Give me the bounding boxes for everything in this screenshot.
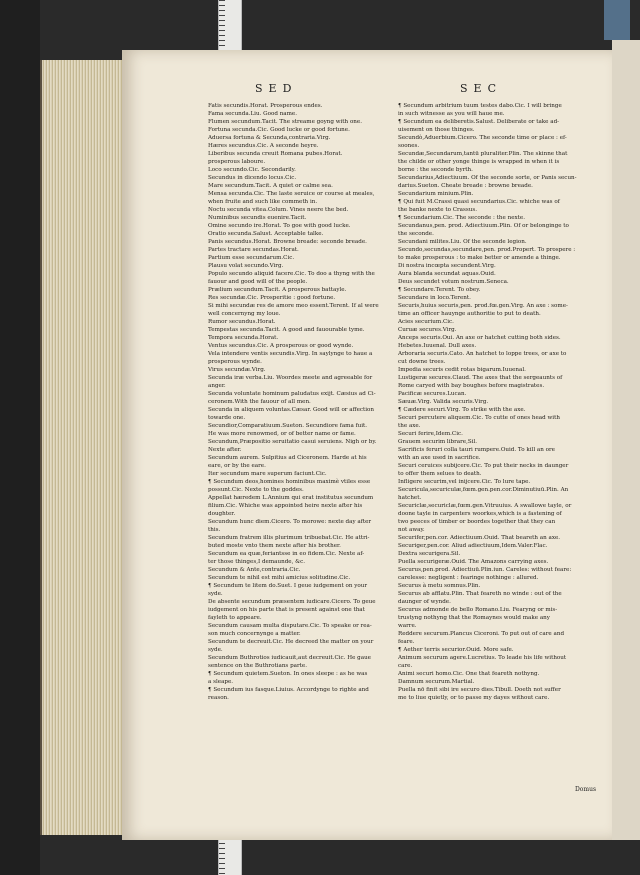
running-header-right: SEC — [460, 82, 502, 95]
dictionary-line: with an axe used in sacrifice. — [398, 455, 481, 461]
dictionary-line: Secundò,Aduerbium.Cicero. The seconde time or place : ef- — [398, 135, 567, 141]
dictionary-line: prosperous wynde. — [208, 359, 262, 365]
dictionary-line: Noctu secunda vitea.Colum. Vines neere the bed. — [208, 207, 349, 213]
dictionary-line: trustyng nothyng that the Romaynes would make any — [398, 615, 550, 621]
dictionary-line: Animum securum agere.Lucretius. To leade his life without — [398, 655, 567, 661]
dictionary-line: two peeces of timber or boordes together that they can — [398, 519, 556, 525]
dictionary-line: Puella securigeræ.Ouid. The Amazons carrying axes. — [398, 559, 549, 565]
dictionary-line: Secundum hunc diem.Cicero. To morowe: nexte day after — [208, 519, 372, 525]
dictionary-line: Nexte after. — [208, 447, 242, 453]
dictionary-line: carelesse: negligent : fearinge nothinge : allured. — [398, 575, 539, 581]
dictionary-line: time an officer hauynge authoritie to put to death. — [398, 311, 541, 317]
dictionary-line: Hæres secundus.Cic. A seconde heyre. — [208, 143, 319, 149]
dictionary-line: the axe. — [398, 423, 421, 429]
dictionary-line: Loco secundo.Cic. Secondarily. — [208, 167, 296, 173]
dictionary-line: Secundo,secundas,secundare,pen. prod.Propert. To prospere : — [398, 247, 576, 253]
dictionary-line: Lustigeræ secures.Claud. The axes that the sergeaunts of — [398, 375, 563, 381]
dictionary-line: iudgement on his parte that is present against one that — [208, 607, 365, 613]
dictionary-line: borne : the seconde byrth. — [398, 167, 473, 173]
dictionary-line: uisement on those thinges. — [398, 127, 475, 133]
dictionary-line: ¶ Cædere securi.Virg. To strike with the axe. — [398, 407, 526, 413]
dictionary-line: Tempora secunda.Horat. — [208, 335, 279, 341]
dictionary-line: when fruite and such like commeth in. — [208, 199, 318, 205]
dictionary-line: ¶ Qui fuit M.Crassi quasi secundarius.Cic. whiche was of — [398, 199, 560, 205]
dictionary-line: Aduersa fortuna & Secunda,contraria.Virg. — [208, 135, 331, 141]
dictionary-line: Securiger,pen.cor. Aliud adiectiuum,Idem.Valer.Flac. — [398, 543, 548, 549]
dictionary-line: Secundarius,Adiectiuum. Of the seconde sorte, or Panis secun- — [398, 175, 577, 181]
dictionary-line: Omine secundo ire.Horat. To goe with good lucke. — [208, 223, 351, 229]
dictionary-line: Securi percutere aliquem.Cic. To cutte of ones head with — [398, 415, 560, 421]
dictionary-line: Aura blanda secundat aquas.Ouid. — [398, 271, 496, 277]
dictionary-line: ¶ Secundum arbitrium tuum testes dabo.Cic. I will bringe — [398, 103, 562, 109]
dictionary-line: Rome caryed with bay boughes before magistrates. — [398, 383, 545, 389]
dictionary-line: Dextra securigera.Sil. — [398, 551, 461, 557]
dictionary-line: ¶ Secundum quietem.Sueton. In ones sleepe : as he was — [208, 671, 368, 677]
dictionary-line: Securus ab afflatu.Plin. That feareth no winde : out of the — [398, 591, 562, 597]
dictionary-line: Mare secundum.Tacit. A quiet or calme sea. — [208, 183, 333, 189]
dictionary-line: Pacificæ secures.Lucan. — [398, 391, 467, 397]
dictionary-line: this. — [208, 527, 221, 533]
dictionary-line: Securi ceruices subijcere.Cic. To put their necks in daunger — [398, 463, 569, 469]
dictionary-line: Liberibus secunda creuit Romana pubes.Horat. — [208, 151, 343, 157]
right-text-column — [398, 102, 594, 702]
dictionary-line: ¶ Aether terris securior.Ouid. More safe. — [398, 647, 514, 653]
dictionary-line: eare, or by the eare. — [208, 463, 266, 469]
dictionary-line: Virus secundæ.Virg. — [208, 367, 266, 373]
dictionary-line: Infligere securim,vel inijcere.Cic. To lure tape. — [398, 479, 531, 485]
dictionary-line: Sacrificis feruri colla tauri rumpere.Ouid. To kill an ore — [398, 447, 555, 453]
dictionary-line: Flumen secundum.Tacit. The streame goyng with one. — [208, 119, 362, 125]
dictionary-line: Securi ferire,Idem.Cic. — [398, 431, 463, 437]
dictionary-line: Secundior,Comparatiuum.Sueton. Secundiore fama fuit. — [208, 423, 368, 429]
dictionary-line: darius.Sueton. Cheate breade : browne breade. — [398, 183, 533, 189]
dictionary-line: Sæuæ.Virg. Valida securis.Virg. — [398, 399, 489, 405]
dictionary-line: Curuæ secures.Virg. — [398, 327, 457, 333]
dictionary-line: De absente secundum præsentem iudicare.Cicero. To geue — [208, 599, 376, 605]
dictionary-line: Anceps securis.Oui. An axe or hatchet cutting both sides. — [398, 335, 561, 341]
dictionary-line: Secundanus,pen. prod. Adiectiuum.Plin. Of or belonginge to — [398, 223, 569, 229]
dictionary-line: Securifer,pen.cor. Adiectiuum.Ouid. That beareth an axe. — [398, 535, 561, 541]
dictionary-line: Secunda iræ verba.Liu. Woordes meete and agreeable for — [208, 375, 373, 381]
dictionary-line: Secundum & Ante,contraria.Cic. — [208, 567, 301, 573]
left-text-column — [208, 102, 404, 702]
dictionary-line: Prælium secundum.Tacit. A prosperous battayle. — [208, 287, 347, 293]
dictionary-line: He was more renowmed, or of better name or fame. — [208, 431, 356, 437]
dictionary-line: in such witnesse as you will haue me. — [398, 111, 505, 117]
dictionary-line: Secundare in loco.Terent. — [398, 295, 471, 301]
dictionary-line: Securicula,securiculæ,fœm.gen.pen.cor.Diminutiuū.Plin. An — [398, 487, 569, 493]
dictionary-line: not away. — [398, 527, 425, 533]
running-header-left: SED — [255, 82, 298, 95]
dictionary-line: Reddere securum.Plancus Ciceroni. To put out of care and — [398, 631, 565, 637]
dictionary-line: buted moste vnto them nexte after his brother. — [208, 543, 341, 549]
dictionary-line: Deus secundet votum nostrum.Seneca. — [398, 279, 509, 285]
dictionary-line: Puella nō finit sibi ire securo dies.Tibull. Doeth not suffer — [398, 687, 561, 693]
dictionary-line: Populo secundo aliquid facere.Cic. To doo a thyng with the — [208, 271, 375, 277]
dictionary-line: Secundani milites.Liu. Of the seconde legion. — [398, 239, 527, 245]
dictionary-line: Vela intendere ventis secundis.Virg. In saylynge to haue a — [208, 351, 373, 357]
dictionary-line: Secundum te nihil est mihi amicius solitudine.Cic. — [208, 575, 351, 581]
dictionary-line: Oratio secunda.Salust. Acceptable talke. — [208, 231, 324, 237]
dictionary-line: Fama secunda.Liu. Good name. — [208, 111, 298, 117]
dictionary-line: Fortuna secunda.Cic. Good lucke or good fortune. — [208, 127, 350, 133]
dictionary-line: Iter secundum mare superum faciunt.Cic. — [208, 471, 327, 477]
dictionary-line: Partium esse secundarum.Cic. — [208, 255, 295, 261]
dictionary-line: Partes tractare secundas.Horat. — [208, 247, 299, 253]
dictionary-line: Si mihi secundæ res de amore meo essent.Terent. If al were — [208, 303, 379, 309]
dictionary-line: hatchet. — [398, 495, 422, 501]
dictionary-line: Tempestas secunda.Tacit. A good and fauourable tyme. — [208, 327, 365, 333]
dictionary-line: fayleth to appeare. — [208, 615, 262, 621]
dictionary-line: son much concernynge a matter. — [208, 631, 301, 637]
dictionary-line: syde. — [208, 591, 223, 597]
dictionary-line: reason. — [208, 695, 229, 701]
dictionary-line: Rumor secundus.Horat. — [208, 319, 276, 325]
dictionary-line: anger. — [208, 383, 226, 389]
dictionary-line: ¶ Secundum deos,homines hominibus maximè vtiles esse — [208, 479, 371, 485]
dictionary-line: towarde one. — [208, 415, 246, 421]
dictionary-line: fauour and good will of the people. — [208, 279, 308, 285]
dictionary-line: Securus,pen.prod. Adiectiuū.Plin.iun. Careles: without feare: — [398, 567, 572, 573]
dictionary-line: Animi securi homo.Cic. One that feareth nothyng. — [398, 671, 540, 677]
dictionary-line: feare. — [398, 639, 415, 645]
dictionary-line: ¶ Secundare.Terent. To obey. — [398, 287, 481, 293]
dictionary-line: Secundum aurem. Sulpitius ad Ciceronem. Harde at his — [208, 455, 367, 461]
dictionary-line: Secundum,Præpositio seruitatio casui seruiens. Nigh or by. — [208, 439, 377, 445]
dictionary-line: Di nostra incœpta secundent.Virg. — [398, 263, 496, 269]
dictionary-line: prosperous laboure. — [208, 159, 266, 165]
dictionary-line: daunger of wynde. — [398, 599, 451, 605]
blue-cover-edge — [604, 0, 630, 40]
dictionary-line: doone tayle in carpenters woorkes,which is a fastening of — [398, 511, 562, 517]
dictionary-line: Secundum fratrem illis plurimum tribuebat.Cic. He attri- — [208, 535, 370, 541]
dictionary-line: Secundarium minium.Plin. — [398, 191, 474, 197]
dictionary-line: doughter. — [208, 511, 236, 517]
dictionary-line: Damnum securum.Martial. — [398, 679, 475, 685]
dictionary-line: Res secundæ.Cic. Prosperitie : good fortune. — [208, 295, 336, 301]
dictionary-line: Secundum ea quæ,feriantsse in eo fidem.Cic. Nexte af- — [208, 551, 365, 557]
dictionary-line: Secunda in aliquem voluntas.Cæsar. Good will or affection — [208, 407, 375, 413]
dictionary-line: me to liue quietly, or to passe my dayes without care. — [398, 695, 550, 701]
dictionary-line: the seconde. — [398, 231, 434, 237]
dictionary-line: care. — [398, 663, 413, 669]
dictionary-line: Securus à metu somnus.Plin. — [398, 583, 481, 589]
book-page-edges — [40, 60, 128, 835]
dictionary-line: Hebetes.Iuuenal. Dull axes. — [398, 343, 477, 349]
dictionary-line: Secundum te decreuit.Cic. He decreed the matter on your — [208, 639, 374, 645]
dictionary-line: filium.Cic. Whiche was appointed heire nexte after his — [208, 503, 363, 509]
dictionary-line: Mensa secunda.Cic. The laste seruice or course at meales, — [208, 191, 375, 197]
dictionary-line: sentence on the Buthrotians parte. — [208, 663, 308, 669]
dictionary-line: ceronem.With the fauour of all men. — [208, 399, 311, 405]
dictionary-line: Securiclæ,securiclæ,fœm.gen.Vitruuius. A swallowe tayle, or — [398, 503, 572, 509]
dictionary-line: Appellat hæredem L.Annium qui erat institutus secundum — [208, 495, 374, 501]
dictionary-line: the childe or other yonge thinge is wrapped in when it is — [398, 159, 560, 165]
dictionary-line: Secundæ,Secundarum,tantū pluraliter.Plin. The skinne that — [398, 151, 568, 157]
dictionary-line: Secundus in dicendo locus.Cic. — [208, 175, 297, 181]
dictionary-line: to make prosperous : to make better or amende a thinge. — [398, 255, 561, 261]
dictionary-line: a sleape. — [208, 679, 234, 685]
dictionary-line: Secundum causam multa disputare.Cic. To speake or rea- — [208, 623, 372, 629]
dictionary-line: Arboraria securis.Cato. An hatchet to loppe trees, or axe to — [398, 351, 567, 357]
dictionary-line: cut downe trees. — [398, 359, 446, 365]
dictionary-line: well concernyng my loue. — [208, 311, 281, 317]
dictionary-line: ¶ Secundum ea deliberetis.Salust. Deliberate or take ad- — [398, 119, 560, 125]
dictionary-line: Secunda voluntate hominum paludatus exijt. Cæsius ad Ci- — [208, 391, 376, 397]
facing-page-edge — [612, 40, 640, 840]
dictionary-line: Securis,huius securis,pen. prod.fœ.gen.Virg. An axe : some- — [398, 303, 568, 309]
dictionary-line: Impedia securis cedit rotas bigarum.Iuuenal. — [398, 367, 526, 373]
dictionary-line: Acies securium.Cic. — [398, 319, 454, 325]
dictionary-line: the banke nexte to Crassus. — [398, 207, 478, 213]
dictionary-line: ¶ Secundarium.Cic. The seconde : the nexte. — [398, 215, 526, 221]
dictionary-line: Grauem securim librare,Sil. — [398, 439, 478, 445]
dictionary-line: Secundum Buthrotios iudicauit,aut decreuit.Cic. He gaue — [208, 655, 371, 661]
dictionary-line: ¶ Secundum ius fasque.Liuius. Accordynge to righte and — [208, 687, 369, 693]
dictionary-line: Ventus secundus.Cic. A prosperous or good wynde. — [208, 343, 354, 349]
dictionary-line: syde. — [208, 647, 223, 653]
dictionary-line: to offer them selues to death. — [398, 471, 482, 477]
dictionary-line: Numinibus secundis euenire.Tacit. — [208, 215, 307, 221]
dictionary-line: ter those thinges,I demaunde, &c. — [208, 559, 306, 565]
dictionary-line: soones. — [398, 143, 420, 149]
dictionary-line: Fatis secundis.Horat. Prosperous endes. — [208, 103, 323, 109]
dictionary-line: warre. — [398, 623, 417, 629]
dark-background — [0, 0, 40, 875]
catchword: Domus — [575, 786, 597, 793]
dictionary-line: possunt.Cic. Nexte to the goddes. — [208, 487, 304, 493]
dictionary-line: Panis secundus.Horat. Browne breade: seconde breade. — [208, 239, 367, 245]
dictionary-line: ¶ Secundum te litem do.Suet. I geue iudgement on your — [208, 583, 368, 589]
dictionary-line: Plausu volat secundo.Virg. — [208, 263, 284, 269]
dictionary-line: Securus admonde de bello Romano.Liu. Fearyng or mis- — [398, 607, 558, 613]
